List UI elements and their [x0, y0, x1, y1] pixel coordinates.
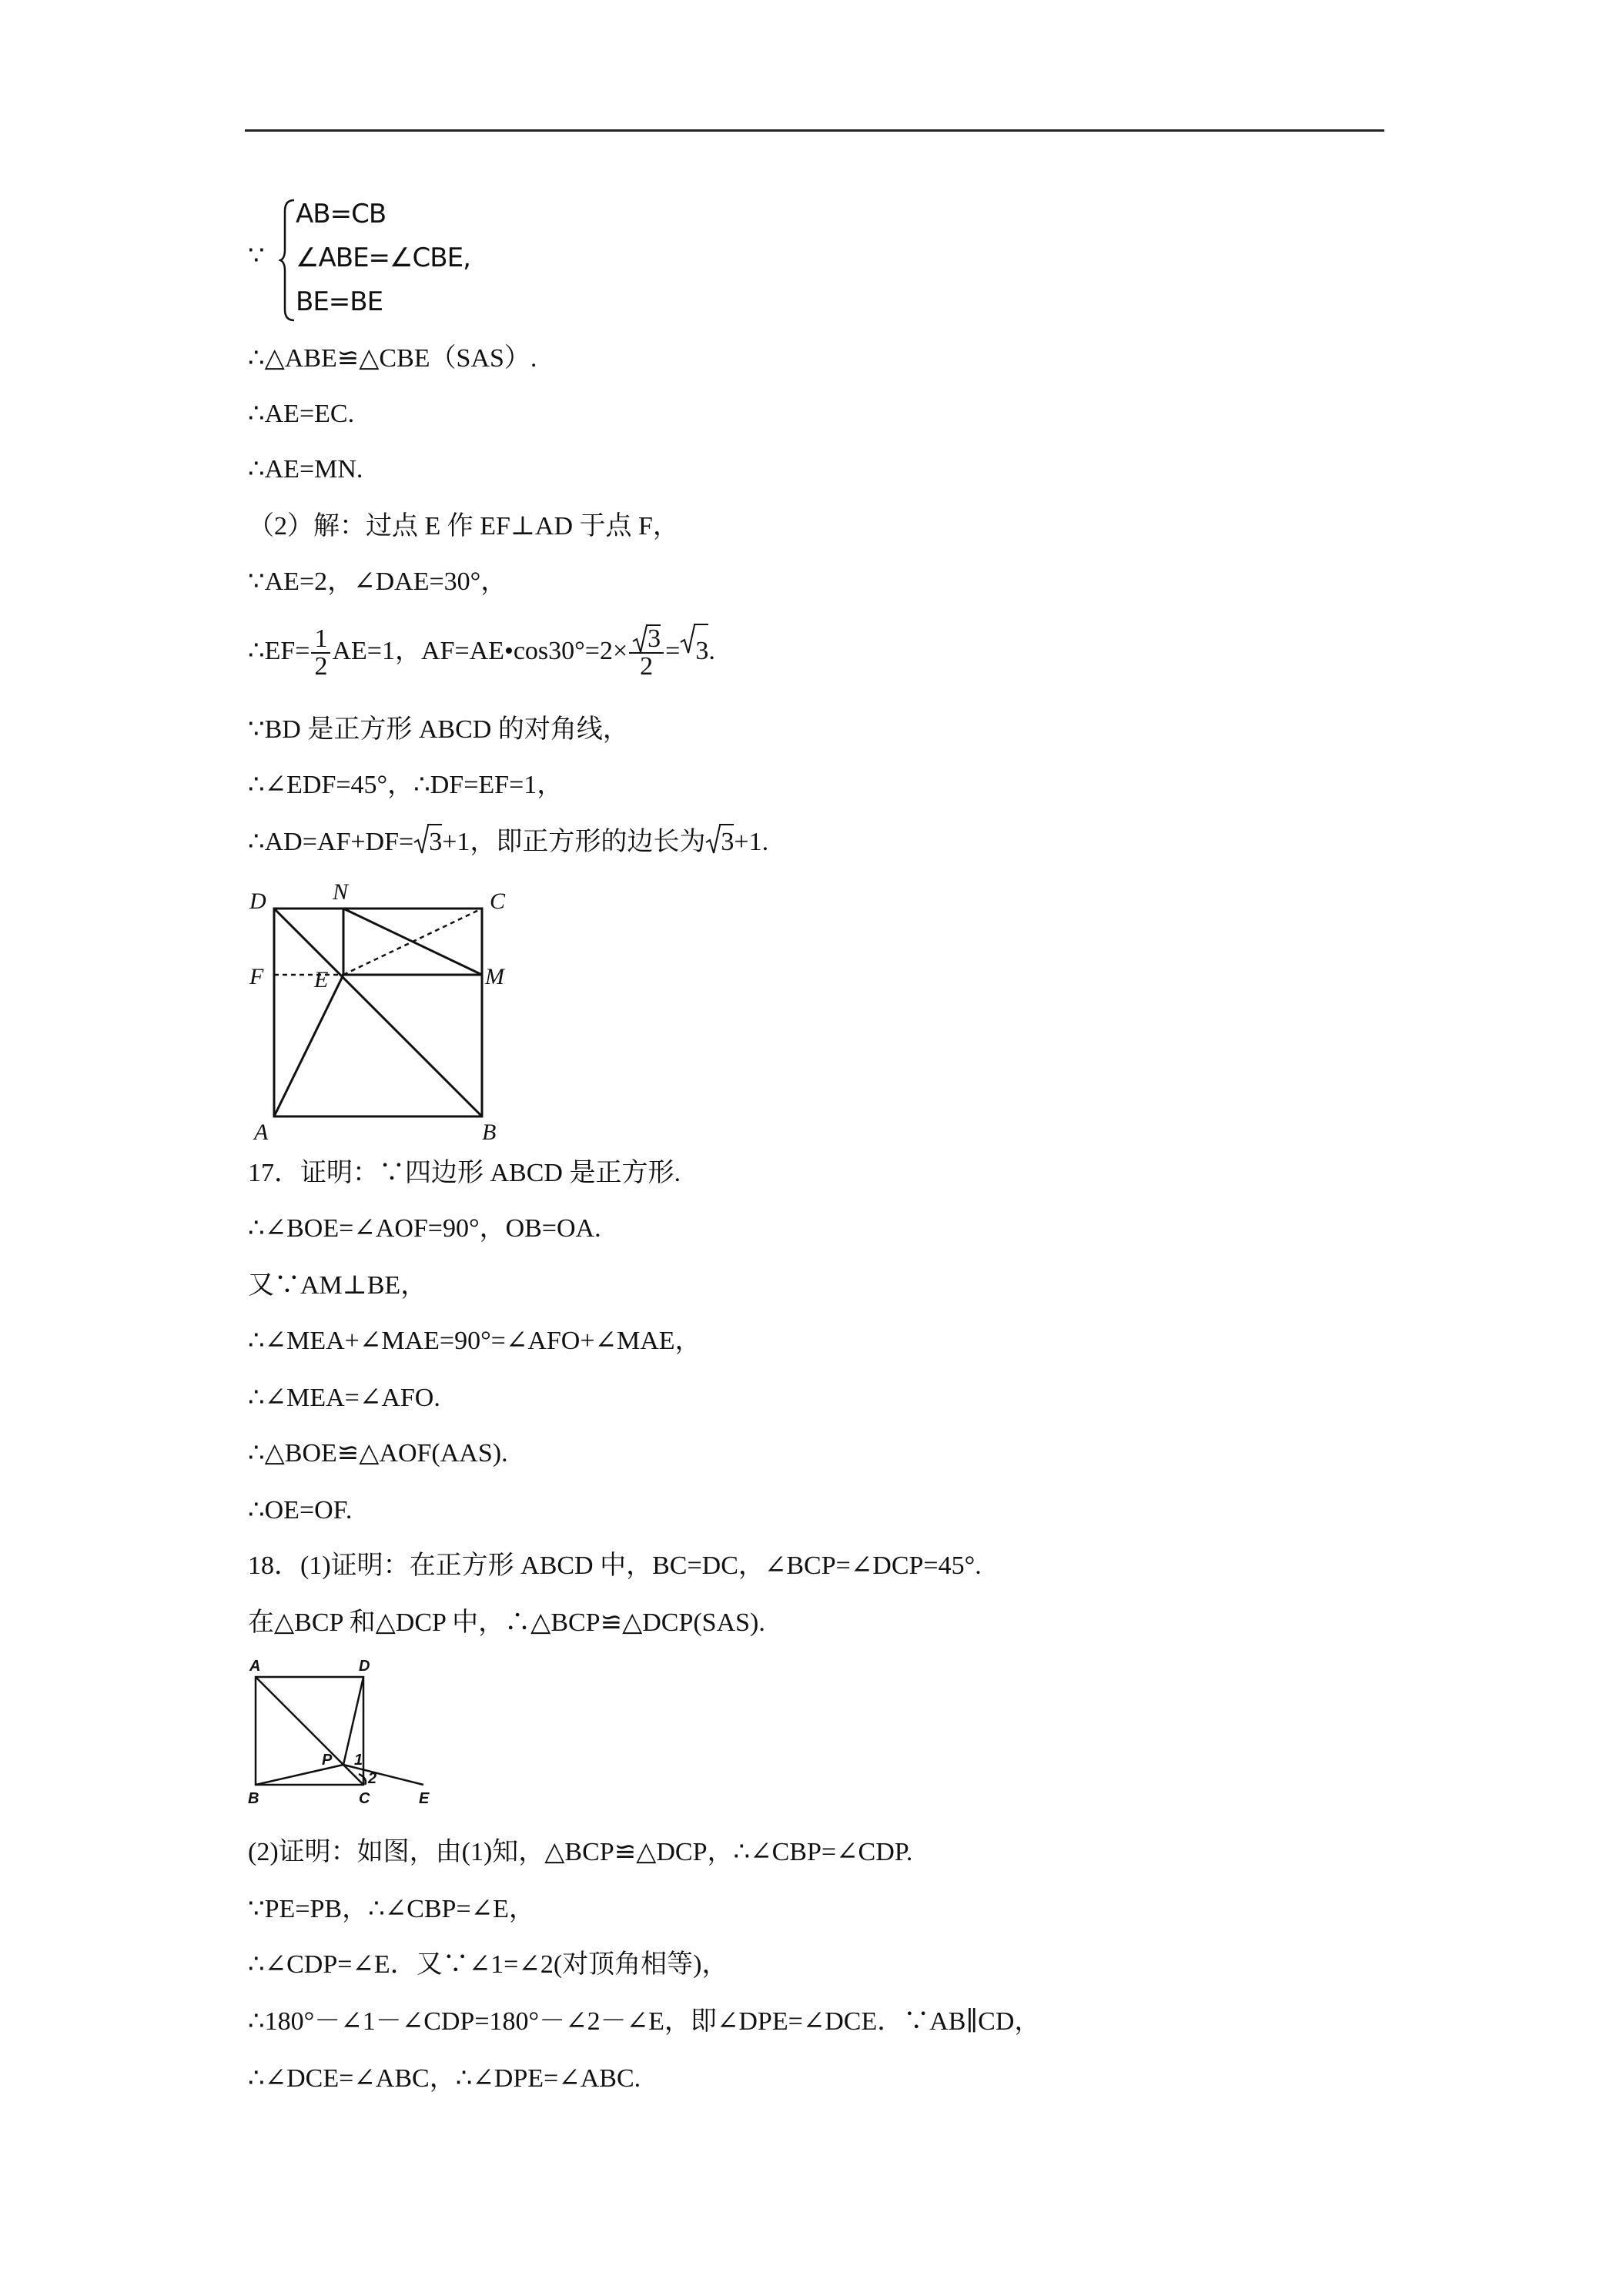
figure-square-abcd-point-p: [245, 1654, 445, 1823]
label-f: F: [249, 964, 264, 989]
brace-row-2: ∠ABE=∠CBE,: [296, 243, 470, 273]
label-angle-2: 2: [368, 1770, 377, 1787]
label-d: D: [249, 889, 266, 914]
label-m: M: [485, 964, 504, 989]
label-b: B: [248, 1790, 259, 1807]
text-line: ∴∠EDF=45°，∴DF=EF=1，: [248, 771, 564, 799]
label-n: N: [333, 879, 349, 905]
sqrt-icon: 3: [680, 625, 708, 678]
because-symbol: ∵: [248, 242, 265, 270]
text-line: ∴△BOE≌△AOF(AAS).: [248, 1439, 508, 1468]
formula-line: ∴AD=AF+DF= 3+1，即正方形的边长为 3+1.: [248, 825, 768, 859]
text-line: （2）解：过点 E 作 EF⊥AD 于点 F，: [248, 512, 679, 541]
label-a: A: [249, 1658, 261, 1675]
label-angle-1: 1: [354, 1752, 363, 1769]
formula-line: ∴EF= $\frac{1}{2}$ AE=1，AF=AE•cos30°=2× $\frac{3}{2}$ = 3.: [248, 624, 715, 681]
text-line: ∴∠CDP=∠E．又∵∠1=∠2(对顶角相等)，: [248, 1950, 728, 1979]
left-brace-icon: [279, 199, 296, 322]
text-line: ∴△ABE≌△CBE（SAS）.: [248, 344, 537, 373]
label-p: P: [322, 1752, 333, 1769]
text-line: 18．(1)证明：在正方形 ABCD 中，BC=DC，∠BCP=∠DCP=45°.: [248, 1551, 982, 1580]
text-line: 又∵AM⊥BE，: [248, 1271, 427, 1300]
label-e: E: [314, 967, 329, 992]
sqrt-icon: 3: [632, 626, 661, 652]
text-line: ∴OE=OF.: [248, 1496, 353, 1525]
sqrt-icon: 3: [413, 825, 442, 859]
text-line: ∵BD 是正方形 ABCD 的对角线，: [248, 715, 629, 744]
text-line: 17．证明：∵四边形 ABCD 是正方形.: [248, 1159, 681, 1187]
label-d: D: [359, 1658, 370, 1675]
text-line: ∴∠MEA=∠AFO.: [248, 1384, 440, 1412]
fraction-one-half: $\frac{1}{2}$: [311, 626, 330, 680]
label-c: C: [490, 889, 506, 914]
text-line: ∴AE=EC.: [248, 400, 355, 428]
text-line: ∴AE=MN.: [248, 455, 363, 484]
label-b: B: [482, 1120, 497, 1145]
label-a: A: [254, 1120, 269, 1145]
text-line: 在△BCP 和△DCP 中，∴△BCP≌△DCP(SAS).: [248, 1608, 765, 1637]
text-line: ∴∠MEA+∠MAE=90°=∠AFO+∠MAE，: [248, 1327, 701, 1355]
text-line: ∴∠DCE=∠ABC，∴∠DPE=∠ABC.: [248, 2064, 641, 2093]
text-line: ∴180°－∠1－∠CDP=180°－∠2－∠E，即∠DPE=∠DCE．∵AB∥CD，: [248, 2007, 1041, 2036]
header-rule: [245, 129, 1384, 132]
text-line: ∵AE=2，∠DAE=30°，: [248, 567, 507, 596]
brace-system: [248, 192, 494, 323]
label-e: E: [419, 1790, 430, 1807]
text-line: ∵PE=PB，∴∠CBP=∠E，: [248, 1895, 535, 1923]
fraction-root3-over-2: $\frac{3}{2}$: [629, 626, 664, 680]
label-c: C: [359, 1790, 370, 1807]
figure-square-abcd: [245, 878, 522, 1147]
brace-row-3: BE=BE: [296, 286, 383, 317]
sqrt-icon: 3: [705, 825, 734, 859]
text-line: (2)证明：如图，由(1)知，△BCP≌△DCP，∴∠CBP=∠CDP.: [248, 1838, 913, 1866]
brace-row-1: AB=CB: [296, 199, 387, 229]
text-line: ∴∠BOE=∠AOF=90°，OB=OA.: [248, 1214, 601, 1243]
